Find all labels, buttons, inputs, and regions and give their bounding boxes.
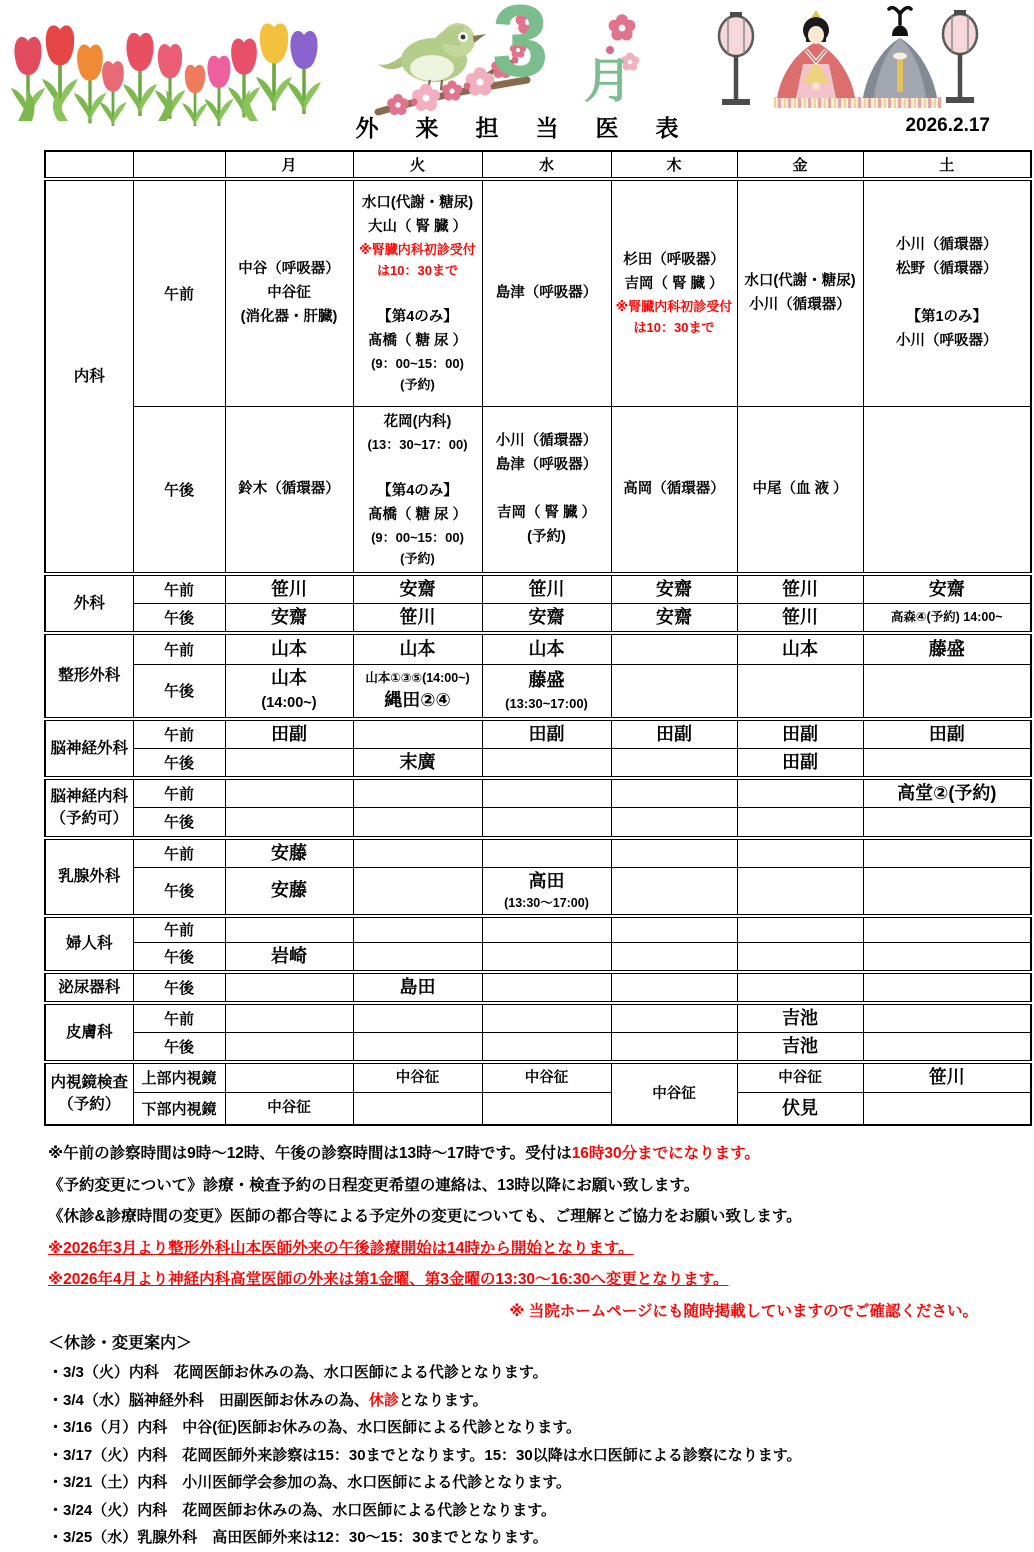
corner-cell (45, 151, 133, 179)
schedule-cell: 中谷征 (353, 1062, 482, 1092)
schedule-cell: 安齋 (353, 574, 482, 604)
schedule-cell: 山本 (482, 633, 611, 664)
slot-label: 午後 (133, 972, 225, 1003)
schedule-cell (482, 1033, 611, 1063)
schedule-cell (353, 808, 482, 838)
schedule-cell: 水口(代謝・糖尿) 小川（循環器） (737, 179, 863, 406)
schedule-cell: 花岡(内科) (13：30~17：00) 【第4のみ】 髙橋（ 糖 尿 ） (9：00~15：00) (予約) (353, 406, 482, 574)
schedule-cell: 笹川 (482, 574, 611, 604)
schedule-cell (611, 972, 737, 1003)
schedule-cell (611, 1033, 737, 1063)
slot-label: 午前 (133, 633, 225, 664)
schedule-cell: 高森④(予約) 14:00~ (863, 604, 1031, 634)
schedule-cell (611, 633, 737, 664)
schedule-cell (863, 808, 1031, 838)
day-header-row (45, 151, 1031, 179)
schedule-cell: 笹川 (353, 604, 482, 634)
schedule-cell: 田副 (863, 719, 1031, 749)
schedule-cell (482, 838, 611, 868)
report-date: 2026.2.17 (905, 115, 990, 136)
slot-label: 午後 (133, 749, 225, 779)
schedule-table (44, 150, 1032, 1126)
schedule-cell (482, 808, 611, 838)
schedule-cell: 山本 (353, 633, 482, 664)
schedule-body (45, 179, 1031, 1125)
schedule-cell: 山本 (225, 633, 353, 664)
schedule-cell: 中谷征 (482, 1062, 611, 1092)
slot-label: 午前 (133, 778, 225, 808)
hina-dolls-icon (698, 4, 994, 116)
schedule-cell: 高岡（循環器） (611, 406, 737, 574)
schedule-cell: 安齋 (482, 604, 611, 634)
schedule-cell (353, 916, 482, 943)
schedule-cell: 安齋 (611, 574, 737, 604)
schedule-cell: 小川（循環器） 松野（循環器） 【第1のみ】 小川（呼吸器） (863, 179, 1031, 406)
schedule-cell (482, 778, 611, 808)
schedule-cell (353, 1092, 482, 1125)
note-line-1: 《予約変更について》診療・検査予約の日程変更希望の連絡は、13時以降にお願い致します。 (48, 1176, 700, 1194)
slot-label: 午前 (133, 179, 225, 406)
schedule-cell (863, 1092, 1031, 1125)
schedule-cell (611, 664, 737, 719)
schedule-cell (611, 808, 737, 838)
schedule-cell (482, 972, 611, 1003)
schedule-cell (611, 943, 737, 973)
schedule-cell: 山本①③⑤(14:00~) 縄田②④ (353, 664, 482, 719)
day-header-火: 火 (353, 151, 482, 179)
change-line-6: ・3/25（水）乳腺外科 高田医師外来は12：30～15：30までとなります。 (48, 1529, 548, 1546)
schedule-cell (482, 1092, 611, 1125)
schedule-cell: 笹川 (737, 604, 863, 634)
schedule-cell: 鈴木（循環器） (225, 406, 353, 574)
schedule-cell: 田副 (737, 719, 863, 749)
changes-list (48, 1359, 988, 1552)
schedule-cell: 小川（循環器） 島津（呼吸器） 吉岡（ 腎 臓 ） (予約) (482, 406, 611, 574)
schedule-cell: 島津（呼吸器） (482, 179, 611, 406)
dept-label: 乳腺外科 (45, 838, 133, 916)
schedule-cell (482, 1003, 611, 1033)
change-line-2: ・3/16（月）内科 中谷(征)医師お休みの為、水口医師による代診となります。 (48, 1419, 581, 1436)
schedule-cell (482, 749, 611, 779)
schedule-cell (863, 749, 1031, 779)
march-banner (372, 0, 644, 118)
schedule-cell: 田副 (737, 749, 863, 779)
schedule-cell: 笹川 (863, 1062, 1031, 1092)
schedule-cell (611, 1003, 737, 1033)
schedule-cell: 山本 (737, 633, 863, 664)
schedule-cell (225, 972, 353, 1003)
schedule-cell (863, 943, 1031, 973)
schedule-cell (353, 867, 482, 916)
page-header (0, 0, 1034, 150)
schedule-cell (863, 972, 1031, 1003)
schedule-cell: 高田 (13:30～17:00) (482, 867, 611, 916)
schedule-cell (225, 808, 353, 838)
schedule-cell (863, 867, 1031, 916)
slot-label: 午後 (133, 867, 225, 916)
change-line-4: ・3/21（土）内科 小川医師学会参加の為、水口医師による代診となります。 (48, 1474, 571, 1491)
dept-label: 内科 (45, 179, 133, 574)
schedule-cell: 中尾（血 液 ） (737, 406, 863, 574)
schedule-cell (353, 1003, 482, 1033)
schedule-cell (611, 838, 737, 868)
schedule-cell (611, 778, 737, 808)
day-header-水: 水 (482, 151, 611, 179)
schedule-cell (737, 808, 863, 838)
schedule-cell: 中谷征 (611, 1062, 737, 1125)
schedule-cell: 吉池 (737, 1033, 863, 1063)
schedule-cell (737, 972, 863, 1003)
schedule-cell: 藤盛 (863, 633, 1031, 664)
dept-label: 泌尿器科 (45, 972, 133, 1003)
tulips-illustration (8, 6, 338, 126)
day-header-金: 金 (737, 151, 863, 179)
note-line-0: ※午前の診察時間は9時～12時、午後の診察時間は13時～17時です。受付は16時30分までになります。 (48, 1145, 760, 1162)
schedule-cell: 安藤 (225, 838, 353, 868)
changes-heading: ＜休診・変更案内＞ (48, 1335, 193, 1352)
dept-label: 脳神経内科 （予約可） (45, 778, 133, 838)
schedule-cell (863, 1033, 1031, 1063)
schedule-cell (225, 1062, 353, 1092)
day-header-土: 土 (863, 151, 1031, 179)
schedule-cell (353, 943, 482, 973)
schedule-cell: 水口(代謝・糖尿) 大山（ 腎 臓 ） ※腎臓内科初診受付 は10：30まで 【第4のみ】 髙橋（ 糖 尿 ） (9：00~15：00) (予約) (353, 179, 482, 406)
schedule-cell: 笹川 (225, 574, 353, 604)
note-line-4: ※2026年4月より神経内科高堂医師の外来は第1金曜、第3金曜の13:30～16:30へ変更となります。 (48, 1271, 729, 1288)
schedule-cell: 田副 (611, 719, 737, 749)
slot-label: 午後 (133, 808, 225, 838)
schedule-cell: 田副 (482, 719, 611, 749)
schedule-cell: 田副 (225, 719, 353, 749)
dept-label: 内視鏡検査 （予約） (45, 1062, 133, 1125)
dept-label: 皮膚科 (45, 1003, 133, 1062)
schedule-cell: 安齋 (863, 574, 1031, 604)
change-line-0: ・3/3（火）内科 花岡医師お休みの為、水口医師による代診となります。 (48, 1364, 548, 1381)
schedule-cell: 伏見 (737, 1092, 863, 1125)
dept-label: 脳神経外科 (45, 719, 133, 778)
schedule-cell: 吉池 (737, 1003, 863, 1033)
schedule-cell (737, 867, 863, 916)
corner-cell (133, 151, 225, 179)
dept-label: 整形外科 (45, 633, 133, 719)
schedule-cell (737, 943, 863, 973)
slot-label: 午後 (133, 664, 225, 719)
schedule-cell (482, 916, 611, 943)
schedule-cell (863, 664, 1031, 719)
schedule-cell (737, 778, 863, 808)
slot-label: 午前 (133, 838, 225, 868)
schedule-cell (353, 1033, 482, 1063)
schedule-cell (611, 749, 737, 779)
note-line-2: 《休診&診療時間の変更》医師の都合等による予定外の変更についても、ご理解とご協力をお願い致します。 (48, 1208, 802, 1225)
slot-label: 下部内視鏡 (133, 1092, 225, 1125)
day-header-木: 木 (611, 151, 737, 179)
change-line-3: ・3/17（火）内科 花岡医師外来診察は15：30までとなります。15：30以降は水口医師による診察になります。 (48, 1446, 802, 1464)
slot-label: 午後 (133, 1033, 225, 1063)
schedule-cell: 安藤 (225, 867, 353, 916)
schedule-cell: 山本 (14:00~) (225, 664, 353, 719)
schedule-cell: 中谷（呼吸器） 中谷征 (消化器・肝臓) (225, 179, 353, 406)
schedule-cell: 高堂②(予約) (863, 778, 1031, 808)
dept-label: 婦人科 (45, 916, 133, 973)
schedule-cell (225, 916, 353, 943)
slot-label: 午前 (133, 1003, 225, 1033)
slot-label: 午前 (133, 574, 225, 604)
schedule-cell: 安齋 (225, 604, 353, 634)
day-header-月: 月 (225, 151, 353, 179)
schedule-cell (863, 1003, 1031, 1033)
schedule-cell: 杉田（呼吸器） 吉岡（ 腎 臓 ） ※腎臓内科初診受付 は10：30まで (611, 179, 737, 406)
schedule-cell (737, 838, 863, 868)
general-notes (48, 1138, 988, 1327)
slot-label: 午後 (133, 604, 225, 634)
slot-label: 午前 (133, 916, 225, 943)
schedule-cell (225, 778, 353, 808)
schedule-cell (353, 719, 482, 749)
schedule-cell: 中谷征 (737, 1062, 863, 1092)
schedule-cell: 藤盛 (13:30~17:00) (482, 664, 611, 719)
slot-label: 午後 (133, 406, 225, 574)
schedule-cell: 笹川 (737, 574, 863, 604)
schedule-cell: 島田 (353, 972, 482, 1003)
schedule-cell (863, 406, 1031, 574)
schedule-cell (611, 916, 737, 943)
month-number: 3 (492, 0, 549, 98)
schedule-cell: 安齋 (611, 604, 737, 634)
note-line-5: ※ 当院ホームページにも随時掲載していますのでご確認ください。 (509, 1302, 978, 1320)
schedule-cell (737, 916, 863, 943)
slot-label: 午後 (133, 943, 225, 973)
slot-label: 上部内視鏡 (133, 1062, 225, 1092)
page-title: 外来担当医表 (355, 115, 716, 141)
schedule-cell (225, 1003, 353, 1033)
change-line-1: ・3/4（水）脳神経外科 田副医師お休みの為、休診となります。 (48, 1391, 488, 1409)
schedule-cell (611, 867, 737, 916)
schedule-cell (353, 778, 482, 808)
schedule-cell (863, 916, 1031, 943)
dept-label: 外科 (45, 574, 133, 633)
schedule-cell: 中谷征 (225, 1092, 353, 1125)
notes-section (48, 1138, 988, 1552)
slot-label: 午前 (133, 719, 225, 749)
schedule-cell: 岩崎 (225, 943, 353, 973)
month-unit: 月 (584, 55, 633, 108)
schedule-cell: 末廣 (353, 749, 482, 779)
change-line-5: ・3/24（火）内科 花岡医師お休みの為、水口医師による代診となります。 (48, 1501, 556, 1519)
schedule-cell (225, 1033, 353, 1063)
note-line-3: ※2026年3月より整形外科山本医師外来の午後診療開始は14時から開始となります。 (48, 1239, 634, 1257)
schedule-cell (482, 943, 611, 973)
schedule-cell (225, 749, 353, 779)
schedule-cell (863, 838, 1031, 868)
schedule-cell (737, 664, 863, 719)
schedule-cell (353, 838, 482, 868)
